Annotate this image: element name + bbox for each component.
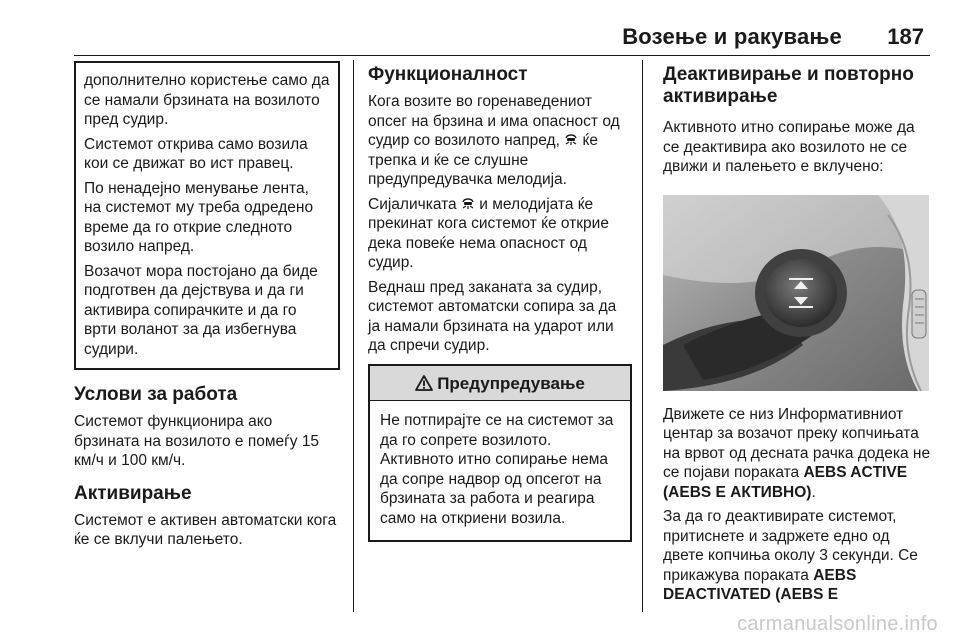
- collision-warning-icon: [461, 198, 475, 210]
- operating-conditions-text: Системот функционира ако брзината на возилото е помеѓу 15 км/ч и 100 км/ч.: [74, 413, 320, 469]
- warning-box: [368, 364, 632, 543]
- warning-title: Предупредување: [437, 373, 585, 393]
- box-paragraph: По ненадејно менување лента, на системот му треба одредено време да го открие следното возило напред.: [84, 179, 314, 255]
- box-paragraph: дополнително користење само да се намали брзината на возилото пред судир.: [84, 72, 330, 128]
- activation-text: Системот е активен автоматски кога ќе се вклучи палењето.: [74, 511, 337, 548]
- message-aebs-active: AEBS ACTIVE (AEBS Е АКТИВНО): [663, 464, 908, 501]
- box-paragraph: Возачот мора постојано да биде подготвен да дејствува и да ги активира сопирачките и да го врти воланот за да избегнува судири.: [84, 262, 318, 358]
- section-heading-activation: Активирање: [74, 482, 192, 504]
- continued-notice-box: [74, 61, 340, 370]
- box-paragraph: Системот открива само возила кои се движат во ист правец.: [84, 135, 308, 172]
- deactivation-text-a: Движете се низ Информативниот центар за возачот преку копчињата на врвот од десната рачка додека не се појави пораката: [663, 405, 931, 481]
- functionality-text-a: Кога возите во горенаведениот опсег на брзина и има опасност од судир со возилото напред,: [368, 93, 620, 149]
- column-3: [663, 64, 931, 610]
- functionality-paragraph-2: [368, 195, 630, 273]
- functionality-text-b: ќе трепка и ќе се слушне предупредувачка мелодија.: [368, 132, 598, 188]
- page-number: 187: [887, 24, 924, 49]
- deactivation-text-b: За да го деактивирате системот, притиснете и задржете едно од двете копчиња околу 3 секунди. Се прикажува пораката: [663, 508, 918, 584]
- functionality-text-c: Сијаличката: [368, 195, 457, 213]
- functionality-paragraph-1: [368, 92, 630, 190]
- section-heading-deactivation: Деактивирање и повторно активирање: [663, 64, 914, 107]
- deactivation-paragraph-2: [663, 405, 931, 503]
- deactivation-paragraph-3: [663, 507, 931, 605]
- warning-header: [370, 366, 630, 402]
- column-divider-2: [642, 60, 643, 612]
- section-heading-operating-conditions: Услови за работа: [74, 384, 238, 405]
- watermark: carmanualsonline.info: [737, 613, 938, 635]
- header-rule: [74, 55, 930, 56]
- deactivation-text-end: .: [811, 483, 816, 501]
- functionality-text-d: и мелодијата ќе прекинат кога системот ќе открие дека повеќе нема опасност од судир.: [368, 195, 609, 271]
- page-header-title: Возење и ракување: [622, 24, 842, 49]
- deactivation-paragraph-1: Активното итно сопирање може да се деактивира ако возилото не се движи и палењето е вклучено:: [663, 119, 915, 175]
- functionality-paragraph-3: Веднаш пред заканата за судир, системот автоматски сопира за да ја намали брзината на ударот или да спречи судир.: [368, 278, 617, 354]
- column-2: [368, 64, 630, 542]
- warning-triangle-icon: [415, 375, 433, 391]
- column-1: [74, 61, 338, 555]
- section-heading-functionality: Функционалност: [368, 64, 528, 85]
- warning-text: Не потпирајте се на системот за да го сопрете возилото. Активното итно сопирање нема да сопре надвор од опсегот на брзината за работа и реагира само на откриени возила.: [380, 412, 614, 527]
- message-aebs-deactivated: AEBS DEACTIVATED (AEBS Е: [663, 566, 857, 603]
- column-divider-1: [353, 60, 354, 612]
- steering-stalk-illustration: [663, 195, 929, 391]
- collision-warning-icon: [564, 134, 578, 146]
